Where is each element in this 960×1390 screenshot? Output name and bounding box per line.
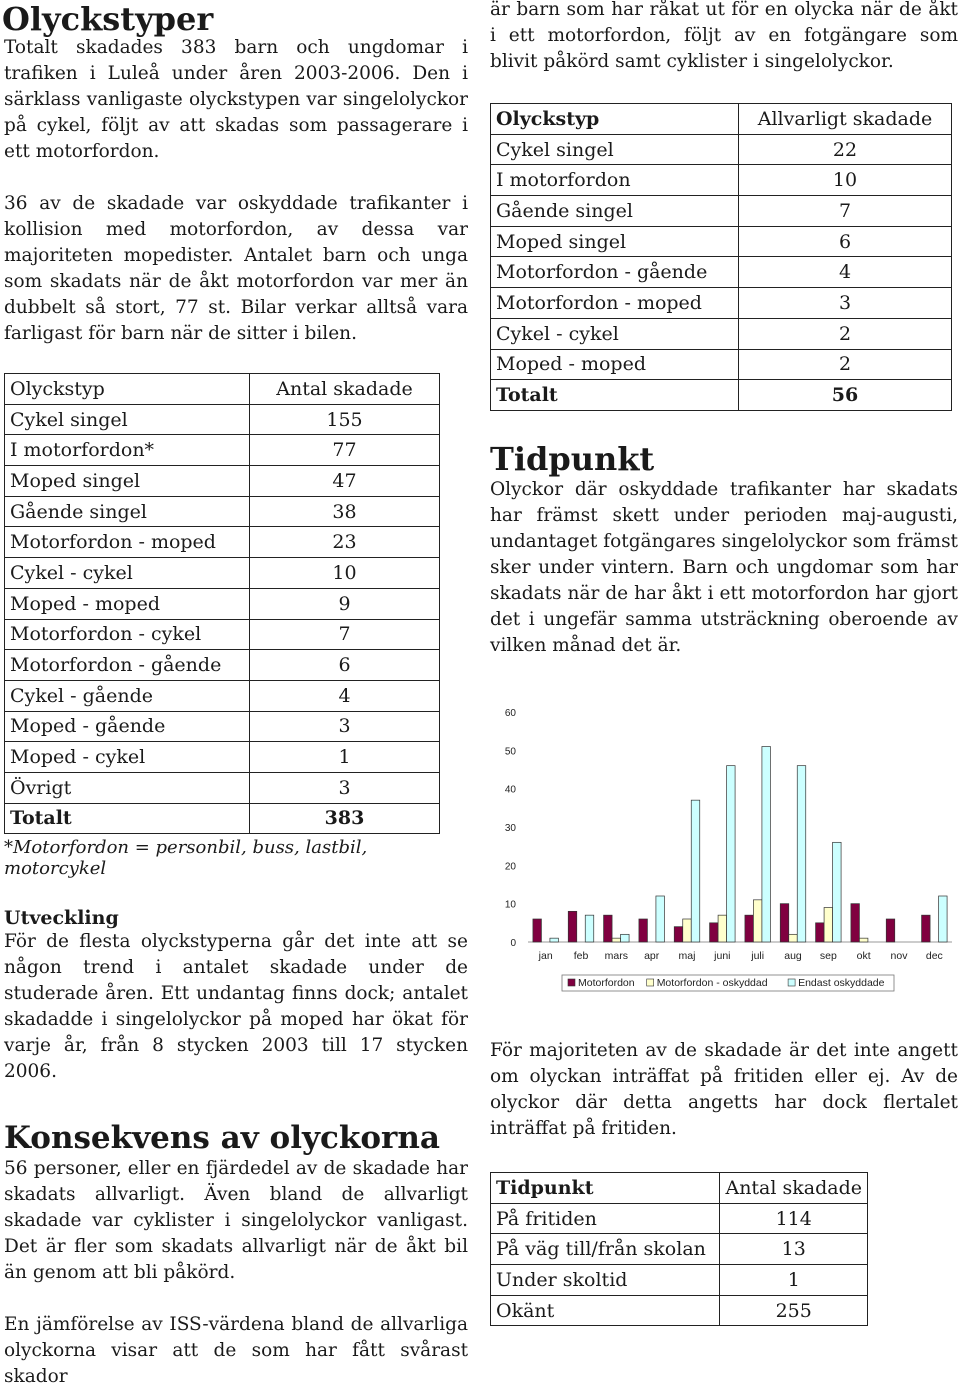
x-tick-label: aug	[784, 950, 802, 962]
cell-label: Cykel - gående	[5, 680, 250, 711]
legend-label: Motorfordon	[578, 977, 635, 989]
bar-motorfordon-oskyddad-juli	[753, 900, 762, 942]
bar-endast-oskyddade-aug	[797, 766, 806, 942]
cell-value: 3	[250, 772, 440, 803]
cell-value: 7	[250, 619, 440, 650]
bar-motorfordon-dec	[922, 915, 931, 942]
heading-konsekvens: Konsekvens av olyckorna	[4, 1120, 440, 1157]
x-tick-label: juli	[751, 950, 765, 962]
bar-motorfordon-juli	[745, 915, 754, 942]
bar-endast-oskyddade-jan	[550, 938, 559, 942]
table-row	[5, 435, 440, 466]
cell-value: 10	[250, 558, 440, 589]
table-row	[5, 404, 440, 435]
cell-value: 56	[739, 380, 952, 411]
table-row	[491, 196, 952, 227]
table-total-row	[5, 803, 440, 834]
x-tick-label: feb	[573, 950, 589, 962]
cell-value: 4	[739, 257, 952, 288]
x-tick-label: maj	[678, 950, 696, 962]
subheading-utveckling: Utveckling	[4, 907, 119, 930]
paragraph-utveckling: För de flesta olyckstyperna går det inte att se någon trend i antalet skadade under de studerade åren. Ett undantag finns dock; antalet skadadde i singelolyckor på moped har ökat för varje år, från 8 stycken 2003 till 17 stycken 2006.	[4, 931, 468, 1083]
table-row	[491, 257, 952, 288]
paragraph-oskyddade: 36 av de skadade var oskyddade trafikanter i kollision med motorfordon, av dessa var majoriteten mopedister. Antalet barn och unga som skadats när de åkt motorfordon var mer än dubbelt så stort, 77 st. Bilar verkar alltså vara farligast för barn när de sitter i bilen.	[4, 193, 468, 344]
table-total-row	[491, 380, 952, 411]
cell-label: Motorfordon - moped	[5, 527, 250, 558]
bar-endast-oskyddade-apr	[656, 896, 665, 942]
table-row	[491, 349, 952, 380]
paragraph-fritid: För majoriteten av de skadade är det inte angett om olyckan inträffat på fritiden eller ej. Av de olyckor där detta angetts har dock flertalet inträffat på fritiden.	[490, 1040, 958, 1139]
cell-label: Totalt	[5, 803, 250, 834]
table-row	[491, 134, 952, 165]
table-row	[491, 1265, 868, 1296]
cell-value: 6	[250, 650, 440, 681]
table-row	[5, 742, 440, 773]
table-olyckstyper	[4, 373, 440, 834]
cell-label: Olyckstyp	[5, 374, 250, 405]
cell-value: 2	[739, 318, 952, 349]
table-row	[5, 588, 440, 619]
bar-endast-oskyddade-juni	[727, 766, 736, 942]
y-tick-label: 40	[504, 784, 516, 796]
cell-value: 38	[250, 496, 440, 527]
paragraph-continued: är barn som har råkat ut för en olycka när de åkt i ett motorfordon, följt av en fotgängare som blivit påkörd samt cyklister i singelolyckor.	[490, 0, 958, 72]
cell-label: Motorfordon - gående	[5, 650, 250, 681]
cell-value: 255	[720, 1295, 868, 1326]
table-row	[5, 558, 440, 589]
table-row	[491, 318, 952, 349]
legend-label: Motorfordon - oskyddad	[656, 977, 768, 989]
cell-value: 4	[250, 680, 440, 711]
cell-value: 9	[250, 588, 440, 619]
cell-value: 114	[720, 1203, 868, 1234]
cell-value: 23	[250, 527, 440, 558]
bar-motorfordon-oskyddad-okt	[859, 938, 868, 942]
y-tick-label: 30	[504, 823, 516, 834]
cell-label: Under skoltid	[491, 1265, 720, 1296]
bar-endast-oskyddade-juli	[762, 747, 771, 943]
x-tick-label: apr	[644, 950, 660, 962]
table-row	[5, 619, 440, 650]
legend-swatch	[788, 979, 795, 986]
bar-motorfordon-oskyddad-juni	[718, 915, 727, 942]
table-row	[491, 1203, 868, 1234]
cell-label: I motorfordon*	[5, 435, 250, 466]
x-tick-label: jan	[538, 950, 553, 962]
heading-tidpunkt: Tidpunkt	[490, 439, 655, 478]
bar-endast-oskyddade-maj	[691, 800, 700, 942]
y-tick-label: 20	[504, 861, 516, 873]
legend-swatch	[568, 979, 575, 986]
cell-value: Allvarligt skadade	[739, 104, 952, 135]
cell-label: Motorfordon - moped	[491, 288, 739, 319]
cell-label: Olyckstyp	[491, 104, 739, 135]
bar-motorfordon-nov	[886, 919, 895, 942]
table-row	[491, 226, 952, 257]
cell-label: Cykel - cykel	[491, 318, 739, 349]
table-header-row	[5, 374, 440, 405]
cell-value: 383	[250, 803, 440, 834]
y-tick-label: 0	[510, 938, 516, 949]
table-row	[5, 680, 440, 711]
bar-motorfordon-okt	[851, 904, 860, 942]
table-row	[491, 1234, 868, 1265]
cell-label: Totalt	[491, 380, 739, 411]
monthly-injury-chart	[490, 690, 958, 1002]
legend-label: Endast oskyddade	[798, 977, 885, 989]
cell-value: 155	[250, 404, 440, 435]
footnote-motorfordon: *Motorfordon = personbil, buss, lastbil, motorcykel	[4, 837, 368, 880]
y-tick-label: 10	[504, 899, 516, 911]
cell-label: Övrigt	[5, 772, 250, 803]
cell-value: 22	[739, 134, 952, 165]
table-row	[5, 466, 440, 497]
table-row	[5, 772, 440, 803]
cell-value: 1	[720, 1265, 868, 1296]
cell-label: Moped singel	[491, 226, 739, 257]
cell-value: Antal skadade	[250, 374, 440, 405]
cell-value: Antal skadade	[720, 1173, 868, 1204]
bar-endast-oskyddade-sep	[833, 842, 842, 942]
cell-label: Cykel - cykel	[5, 558, 250, 589]
bar-motorfordon-sep	[816, 923, 825, 942]
cell-label: Okänt	[491, 1295, 720, 1326]
bar-endast-oskyddade-dec	[939, 896, 948, 942]
table-header-row	[491, 104, 952, 135]
paragraph-iss: En jämförelse av ISS-värdena bland de allvarliga olyckorna visar att de som har fått svårast skador	[4, 1314, 468, 1388]
x-tick-label: mars	[604, 950, 629, 962]
table-row	[491, 1295, 868, 1326]
y-tick-label: 60	[504, 708, 516, 719]
cell-label: På fritiden	[491, 1203, 720, 1234]
bar-endast-oskyddade-feb	[585, 915, 594, 942]
bar-motorfordon-mars	[604, 915, 613, 942]
bar-endast-oskyddade-mars	[621, 934, 630, 942]
bar-motorfordon-juni	[710, 923, 719, 942]
table-header-row	[491, 1173, 868, 1204]
x-tick-label: dec	[925, 950, 943, 962]
cell-value: 47	[250, 466, 440, 497]
bar-motorfordon-maj	[674, 927, 683, 942]
cell-label: På väg till/från skolan	[491, 1234, 720, 1265]
cell-label: I motorfordon	[491, 165, 739, 196]
bar-motorfordon-oskyddad-aug	[789, 934, 798, 942]
cell-label: Moped - moped	[5, 588, 250, 619]
cell-value: 10	[739, 165, 952, 196]
cell-value: 1	[250, 742, 440, 773]
bar-motorfordon-oskyddad-maj	[683, 919, 692, 942]
bar-motorfordon-aug	[780, 904, 789, 942]
cell-value: 3	[739, 288, 952, 319]
bar-motorfordon-feb	[568, 911, 577, 942]
cell-label: Motorfordon - gående	[491, 257, 739, 288]
cell-label: Moped - gående	[5, 711, 250, 742]
cell-label: Cykel singel	[491, 134, 739, 165]
bar-motorfordon-apr	[639, 919, 648, 942]
cell-label: Moped singel	[5, 466, 250, 497]
cell-label: Gående singel	[5, 496, 250, 527]
cell-label: Gående singel	[491, 196, 739, 227]
legend-swatch	[647, 979, 654, 986]
heading-olyckstyper: Olyckstyper	[2, 0, 214, 38]
cell-value: 7	[739, 196, 952, 227]
table-allvarligt	[490, 103, 952, 411]
cell-label: Motorfordon - cykel	[5, 619, 250, 650]
paragraph-intro: Totalt skadades 383 barn och ungdomar i trafiken i Luleå under åren 2003-2006. Den i särklass vanligaste olyckstypen var singelolyckor på cykel, följt av att skadas som passagerare i ett motorfordon.	[4, 37, 468, 162]
table-row	[5, 650, 440, 681]
bar-motorfordon-oskyddad-mars	[612, 938, 621, 942]
cell-label: Moped - moped	[491, 349, 739, 380]
y-tick-label: 50	[504, 746, 516, 758]
paragraph-konsekvens: 56 personer, eller en fjärdedel av de skadade har skadats allvarligt. Även bland de allvarligt skadade var cyklister i singelolyckor vanligast. Det är fler som skadats allvarligt när de åkt bil än genom att bli påkörd.	[4, 1158, 468, 1284]
table-row	[5, 527, 440, 558]
cell-value: 77	[250, 435, 440, 466]
cell-label: Tidpunkt	[491, 1173, 720, 1204]
x-tick-label: okt	[856, 950, 871, 962]
table-tidpunkt	[490, 1172, 868, 1326]
cell-value: 2	[739, 349, 952, 380]
table-row	[491, 165, 952, 196]
table-row	[5, 496, 440, 527]
bar-motorfordon-jan	[533, 919, 542, 942]
right-column	[490, 0, 958, 1322]
cell-label: Cykel singel	[5, 404, 250, 435]
table-row	[5, 711, 440, 742]
cell-value: 6	[739, 226, 952, 257]
x-tick-label: sep	[819, 950, 837, 962]
table-row	[491, 288, 952, 319]
cell-value: 13	[720, 1234, 868, 1265]
paragraph-tidpunkt: Olyckor där oskyddade trafikanter har skadats har främst skett under perioden maj-augusti, undantaget fotgängares singelolyckor som främst sker under vintern. Barn och ungdomar som har skadats när de har åkt i ett motorfordon har gjort det i ungefär samma utsträckning oberoende av vilken månad det är.	[490, 478, 958, 656]
cell-label: Moped - cykel	[5, 742, 250, 773]
cell-value: 3	[250, 711, 440, 742]
left-column	[4, 0, 468, 1390]
x-tick-label: nov	[890, 950, 908, 962]
x-tick-label: juni	[714, 950, 731, 962]
bar-motorfordon-oskyddad-sep	[824, 908, 833, 943]
